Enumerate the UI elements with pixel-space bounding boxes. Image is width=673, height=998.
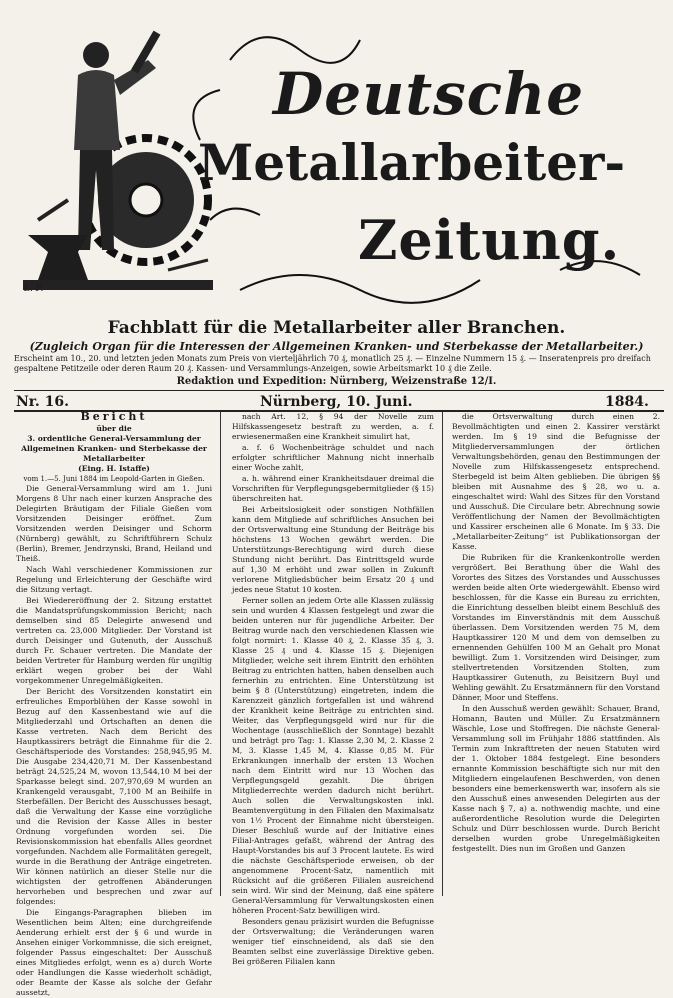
issue-place-date: Nürnberg, 10. Juni. [260,394,413,410]
paragraph: Die Rubriken für die Krankenkontrolle werden vergrößert. Bei Berathung über die Wahl des Vorortes des Sitzes des Vorstandes und Ausschusses werden beide alten Orte wiedergewählt. Ebenso wird beschlossen, für die Kasse ein Bureau zu errichten, die Einrichtung desselben bleibt einem Beschluß des Vorstandes im Einverständnis mit dem Ausschuß überlassen. Dem Vorsitzenden werden 75 M, dem Hauptkassirer 120 M und dem von demselben zu ernennenden Gehülfen 100 M an Gehalt pro Monat bewilligt. Zum 1. Vorsitzenden wird Deisinger, zum stellvertretenden Vorsitzenden Stolten, zum Hauptkassirer Gutenuth, zu Beisitzern Buyl und Wehling gewählt. Zu Ersatzmännern für den Vorstand Dänner, Moor und Steffens. [452,553,660,702]
article-heading: Bericht [80,410,148,423]
title-line-3: Zeitung. [358,208,621,272]
article-sub3: (Eing. H. Istaffe) [78,464,150,473]
column-2 [232,412,434,966]
issue-number: Nr. 16. [16,394,69,410]
paragraph: a. f. 6 Wochenbeiträge schuldet und nach erfolgter schriftlicher Mahnung nicht innerhalb einer Woche zahlt, [232,443,434,472]
publication-info: Erscheint am 10., 20. und letzten jeden Monats zum Preis von vierteljährlich 70 ₰, monatlich 25 ₰. — Einzelne Nummern 15 ₰. — Inseratenpreis pro dreifach gespaltene Petitzeile oder deren Raum 20 ₰. Kassen- und Versammlungs-Anzeigen, sowie Arbeitsmarkt 10 ₰ die Zeile. [14,354,651,373]
title-line-1: Deutsche [273,60,585,128]
masthead [0,0,673,310]
paragraph: nach Art. 12, § 94 der Novelle zum Hilfskassengesetz bestraft zu werden, a. f. erwiesenermaßen eine Krankheit simulirt hat, [232,412,434,441]
paragraph: Die Eingangs-Paragraphen blieben im Wesentlichen beim Alten; eine durchgreifende Aenderung erhielt erst der § 6 und wurde in Ansehen einiger Vorkommnisse, die sich ereignet, folgender Passus eingeschaltet: Der Ausschuß eines Mitgliedes erfolgt, wenn es a) durch Worte oder Handlungen die Kasse wiederholt schädigt, oder Beamte der Kasse als solche der Gefahr aussetzt, [16,908,212,997]
paragraph: Der Bericht des Vorsitzenden konstatirt ein erfreuliches Emporblühen der Kasse sowohl in Bezug auf den Kassenbestand wie auf die Mitgliederzahl und Ortschaften an denen die Kasse vertreten. Nach dem Bericht des Hauptkassirers beträgt die Einnahme für die 2. Geschäftsperiode des Vorstandes: 258,945,95 M. Die Ausgabe 234,420,71 M. Der Kassenbestand beträgt 24,525,24 M, wovon 13,544,10 M bei der Sparkasse belegt sind. 207,970,69 M wurden an Krankengeld verausgabt, 7,100 M an Beihilfe in Sterbefällen. Der Bericht des Ausschusses besagt, daß die Verwaltung der Kasse eine vorzügliche und die Revision der Kasse Alles in bester Ordnung vorgefunden worden sei. Die Revisionskommission hat ebenfalls Alles geordnet vorgefunden. Nachdem alle Formalitäten geregelt, wurde in die Berathung der Anträge eingetreten. Wir können natürlich an dieser Stelle nur die wichtigsten der getroffenen Abänderungen hervorheben und besprechen und zwar auf folgendes: [16,687,212,906]
column-3 [452,412,660,896]
paragraph: die Ortsverwaltung durch einen 2. Bevollmächtigten und einen 2. Kassirer verstärkt werden. Im § 19 sind die Befugnisse der Mitgliederversammlungen der örtlichen Verwaltungsbehörden, genau den Bestimmungen der Novelle zum Hilfskassengesetz entsprechend. Sterbegeld ist beim Alten geblieben. Die übrigen §§ bleiben mit Ausnahme des § 28, wo u. a. eingeschaltet wird: Wahl des Sitzes für den Vorstand und Ausschuß. Die Circulare betr. Abrechnung sowie Veröffentlichung der Namen der Bevollmächtigten und Kassirer erscheinen alle 6 Monate. Im § 33. Die „Metallarbeiter-Zeitung“ ist Publikationsorgan der Kasse. [452,412,660,551]
subtitle-organ: (Zugleich Organ für die Interessen der Allgemeinen Kranken- und Sterbekasse der Metallarbeiter.) [29,340,644,353]
divider-top [14,390,664,391]
redaktion-address: Redaktion und Expedition: Nürnberg, Weizenstraße 12/I. [176,376,497,387]
paragraph: Die General-Versammlung wird am 1. Juni Morgens 8 Uhr nach einer kurzen Ansprache des Delegirten Bräutigam der Filiale Gießen vom Vorsitzenden Deisinger eröffnet. Zum Vorsitzenden werden Deisinger und Schorm (Nürnberg) gewählt, zu Schriftführern Schulz (Berlin), Bremer, Jendrzynski, Brand, Heiland und Theiß. [16,484,212,563]
article-sub1: über die [96,424,132,433]
paragraph: Besonders genau präzisirt wurden die Befugnisse der Ortsverwaltung; die Veränderungen waren weniger tief einschneidend, als daß sie den Beamten selbst eine zuverlässige Direktive geben. Bei größeren Filialen kann [232,917,434,966]
title-line-2: Metallarbeiter- [198,133,626,192]
subtitle: Fachblatt für die Metallarbeiter aller Branchen. [107,318,566,338]
artist-signature: L. F. [24,284,44,294]
paragraph: a. h. während einer Krankheitsdauer dreimal die Vorschriften für Verpflegungsgebermitglieder (§ 15) überschreiten hat. [232,474,434,503]
article-sub2: 3. ordentliche General-Versammlung der Allgemeinen Kranken- und Sterbekasse der Metallarbeiter [21,434,207,463]
issue-year: 1884. [605,394,649,410]
paragraph: Bei Arbeitslosigkeit oder sonstigen Nothfällen kann dem Mitgliede auf schriftliches Ansuchen bei der Ortsverwaltung eine Stundung der Beiträge bis höchstens 13 Wochen gewährt werden. Die Unterstützungs-Berechtigung wird durch diese Stundung nicht berührt. Das Eintrittsgeld wurde auf 1,30 M erhöht und zwar sollen in Zukunft verlorene Mitgliedsbücher beim Ersatz 20 ₰ und jedes neue Statut 10 kosten. [232,505,434,594]
paragraph: In den Ausschuß werden gewählt: Schauer, Brand, Homann, Bauten und Müller. Zu Ersatzmännern Wäschle, Lose und Stoffregen. Die nächste General-Versammlung soll im Frühjahr 1886 stattfinden. Als Termin zum Inkrafttreten der neuen Statuten wird der 1. Oktober 1884 festgelegt. Eine besonders ernannte Kommission beschäftigte sich nur mit den Mitgliedern eingelaufenen Beschwerden, von denen besonders eine bemerkenswerth war, insofern als sie den Ausschuß eines anwesenden Delegirten aus der Kasse nach § 7, a) a. nothwendig machte, und eine außerordentliche Resolution wurde die Delegirten Schulz und Dürr beschlossen wurde. Durch Bericht derselben wurden grobe Unregelmäßigkeiten festgestellt. Dies nun im Großen und Ganzen [452,704,660,853]
column-1 [16,410,212,997]
column-divider [220,412,221,896]
paragraph: Bei Wiedereröffnung der 2. Sitzung erstattet die Mandatsprüfungskommission Bericht; nach demselben sind 85 Delegirte anwesend und vertreten ca. 23,000 Mitglieder. Der Vorstand ist durch Deisinger und Gutenuth, der Ausschuß durch Fr. Schauer vertreten. Die Mandate der beiden Vertreter für Hamburg werden für ungiltig erklärt wegen grober bei der Wahl vorgekommener Unregelmäßigkeiten. [16,596,212,685]
column-divider [442,412,443,896]
paragraph: Nach Wahl verschiedener Kommissionen zur Regelung und Erleichterung der Geschäfte wird die Sitzung vertagt. [16,565,212,594]
article-sub4: vom 1.—5. Juni 1884 im Leopold-Garten in Gießen. [23,475,205,483]
paragraph: Ferner sollen an jedem Orte alle Klassen zulässig sein und wurden 4 Klassen festgelegt und zwar die beiden unteren nur für jugendliche Arbeiter. Der Beitrag wurde nach den verschiedenen Klassen wie folgt normirt: 1. Klasse 40 ₰, 2. Klasse 35 ₰, 3. Klasse 25 ₰ und 4. Klasse 15 ₰. Diejenigen Mitglieder, welche seit ihrem Eintritt den erhöhten Beitrag zu entrichten hatten, haben denselben auch fernerhin zu entrichten. Eine Unterstützung ist beim § 8 (Unterstützung) eingetreten, indem die Karenzzeit gänzlich fortgefallen ist und während der Krankheit keine Beiträge zu entrichten sind. Weiter, das Verpflegungsgeld wird nur für die Wochentage (ausschließlich der Sonntage) bezahlt und beträgt pro Tag: 1. Klasse 2,30 M, 2. Klasse 2 M, 3. Klasse 1,45 M, 4. Klasse 0,85 M. Für Erkrankungen innerhalb der ersten 13 Wochen nach dem Eintritt wird nur 13 Wochen das Verpflegungsgeld gezahlt. Die übrigen Mitgliederrechte werden dadurch nicht berührt. Auch sollen die Verwaltungskosten inkl. Beamtenvergütung in den Filialen den Maximalsatz von 1½ Procent der Einnahme nicht übersteigen. Dieser Beschluß wurde auf der Initiative eines Filial-Antrages gefaßt, während der Antrag des Haupt-Vorstandes bis auf 3 Procent lautete. Es wird die nächste Geschäftsperiode erweisen, ob der angenommene Procent-Satz, namentlich mit Rücksicht auf die größeren Filialen ausreichend sein wird. Wir sind der Meinung, daß eine spätere General-Versammlung für Verwaltungskosten einen höheren Procent-Satz bewilligen wird. [232,596,434,915]
masthead-title [148,48,668,308]
